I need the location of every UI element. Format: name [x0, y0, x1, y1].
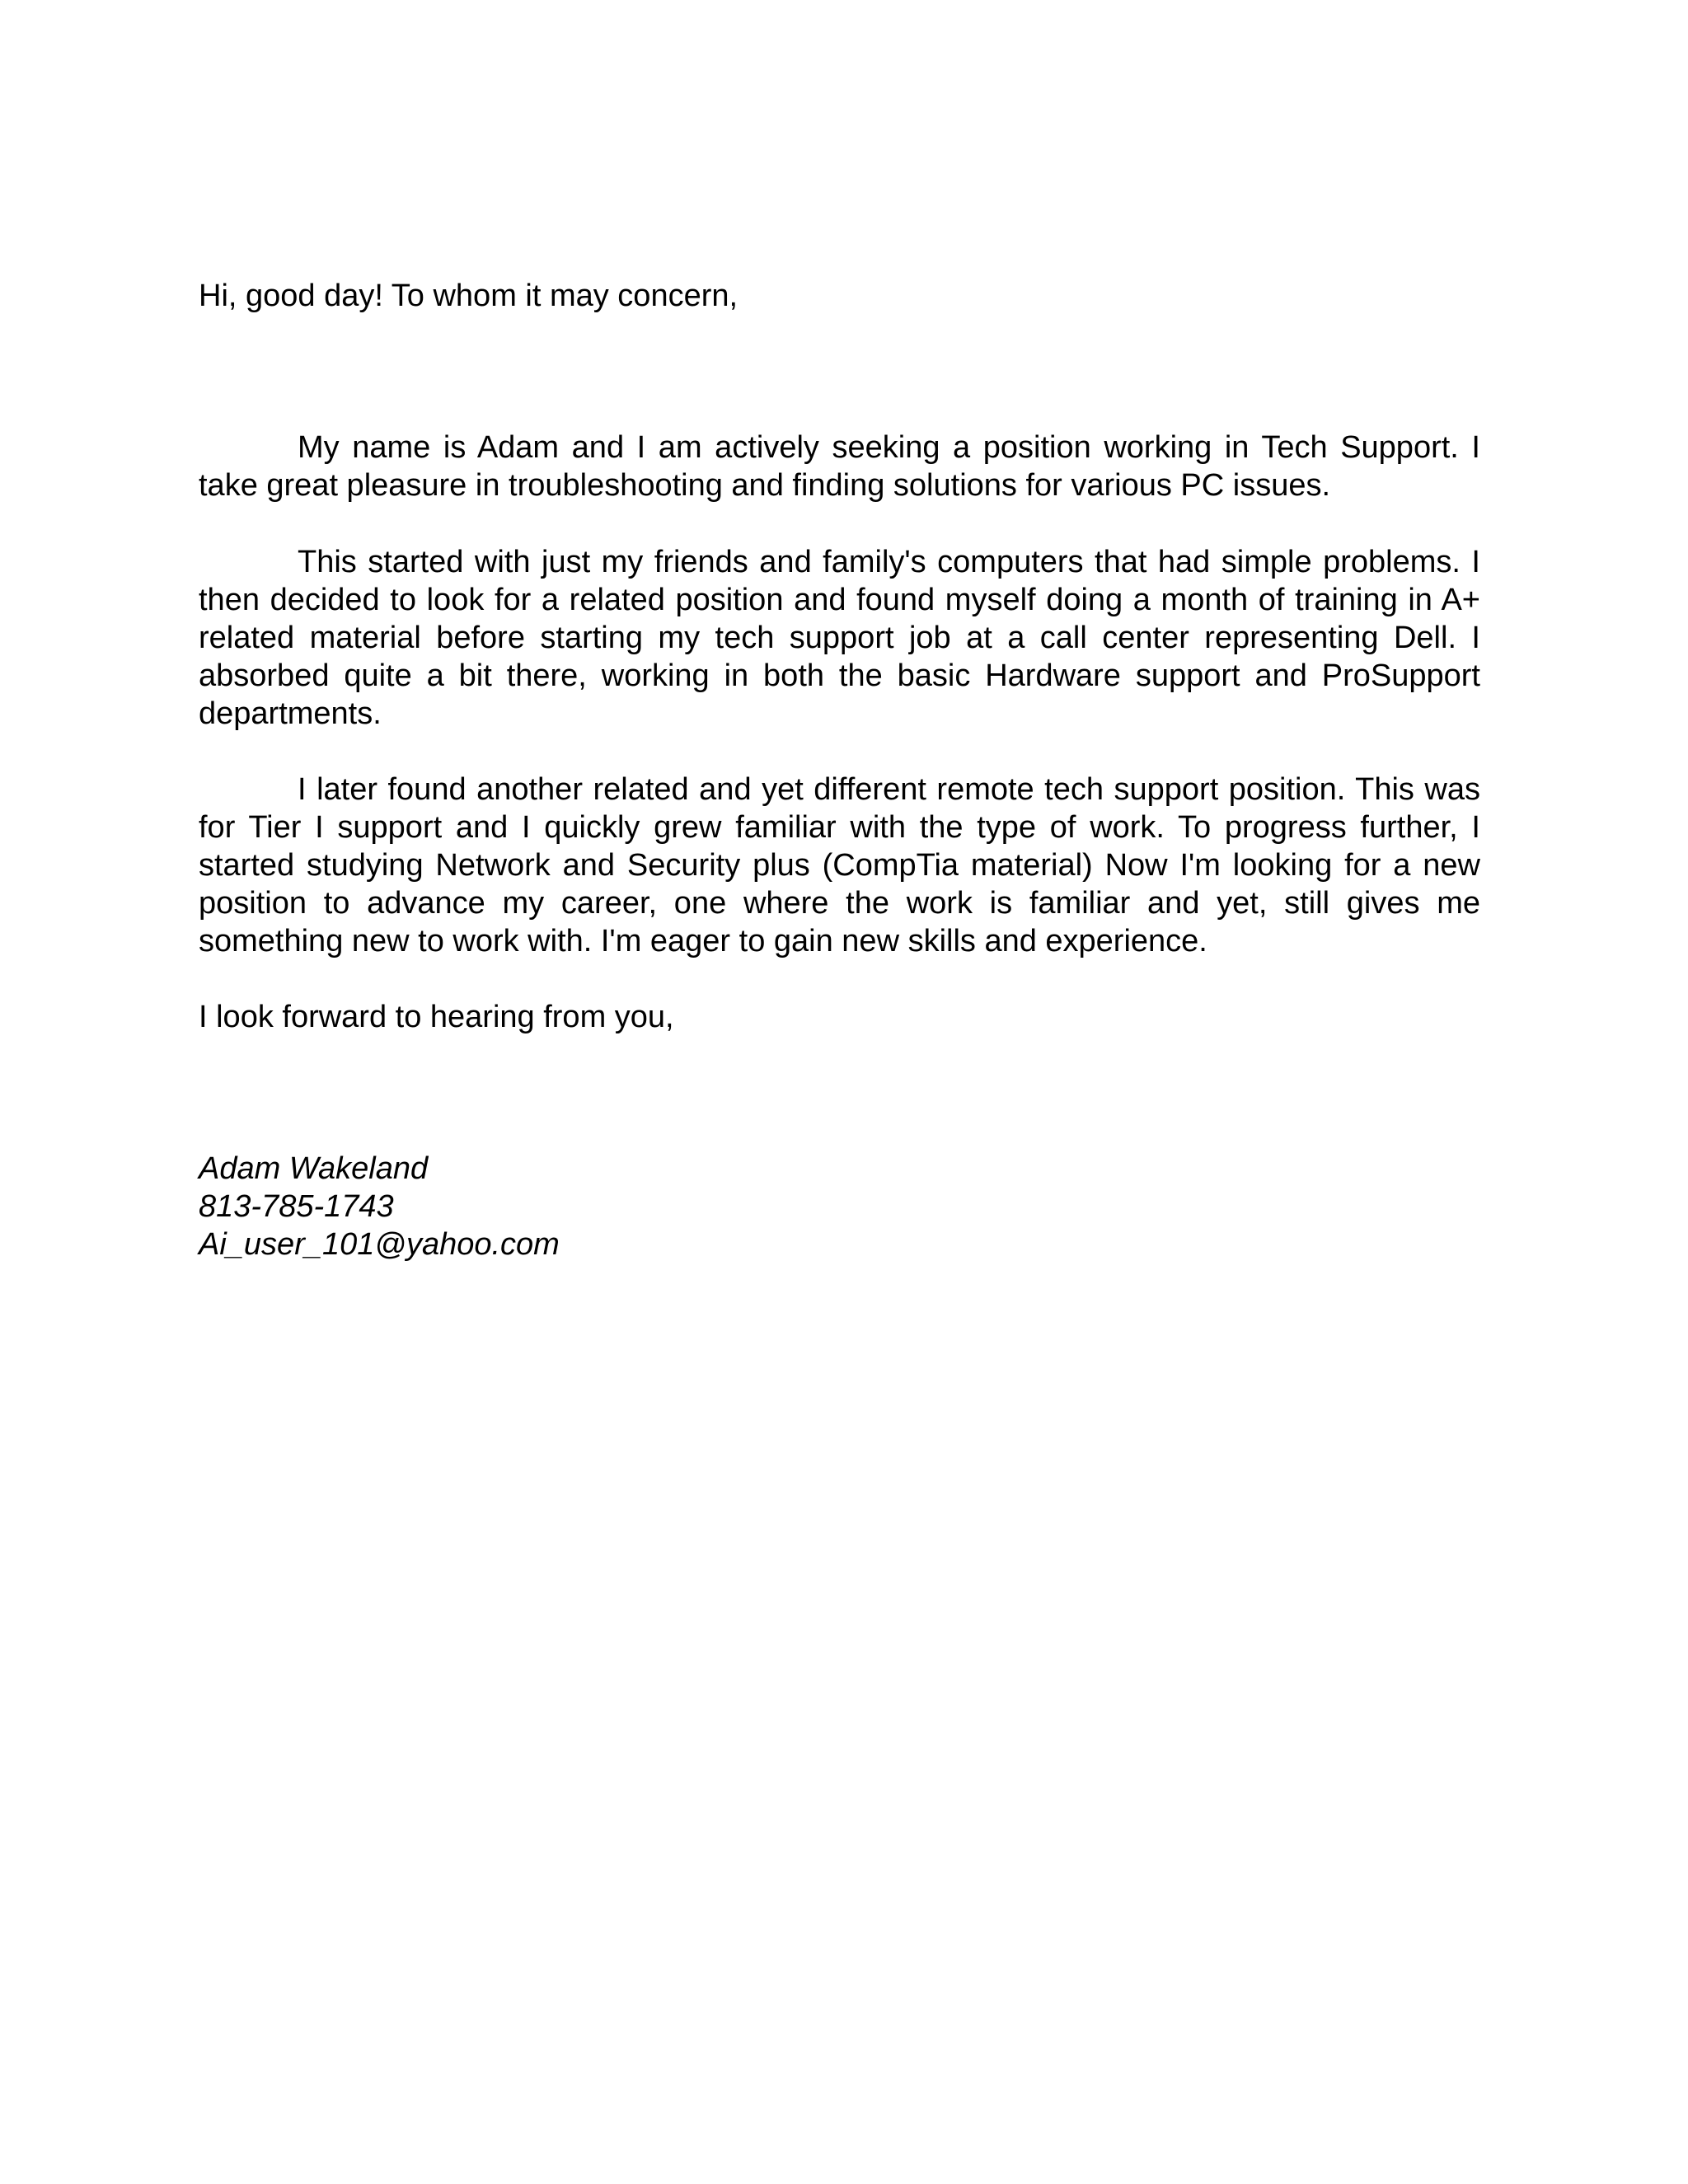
signature-phone: 813-785-1743 — [199, 1189, 394, 1224]
signature-block — [199, 1150, 1023, 1263]
letter-paragraph-goals: I later found another related and yet different remote tech support position. This was for Tier I support and I quickly grew familiar with the type of work. To progress further, I started studying Network and Security plus (CompTia material) Now I'm looking for a new position to advance my career, one where the work is familiar and yet, still gives me something new to work with. I'm eager to gain new skills and experience. — [199, 772, 1480, 958]
letter-paragraph-intro: My name is Adam and I am actively seeking a position working in Tech Support. I take great pleasure in troubleshooting and finding solutions for various PC issues. — [199, 430, 1480, 503]
signature-name: Adam Wakeland — [199, 1151, 429, 1186]
letter-closing: I look forward to hearing from you, — [199, 1000, 674, 1034]
letter-salutation: Hi, good day! To whom it may concern, — [199, 279, 738, 313]
signature-email: Ai_user_101@yahoo.com — [199, 1227, 560, 1262]
letter-paragraph-background: This started with just my friends and family's computers that had simple problems. I then decided to look for a related position and found myself doing a month of training in A+ related material before starting my tech support job at a call center representing Dell. I absorbed quite a bit there, working in both the basic Hardware support and ProSupport departments. — [199, 545, 1480, 731]
